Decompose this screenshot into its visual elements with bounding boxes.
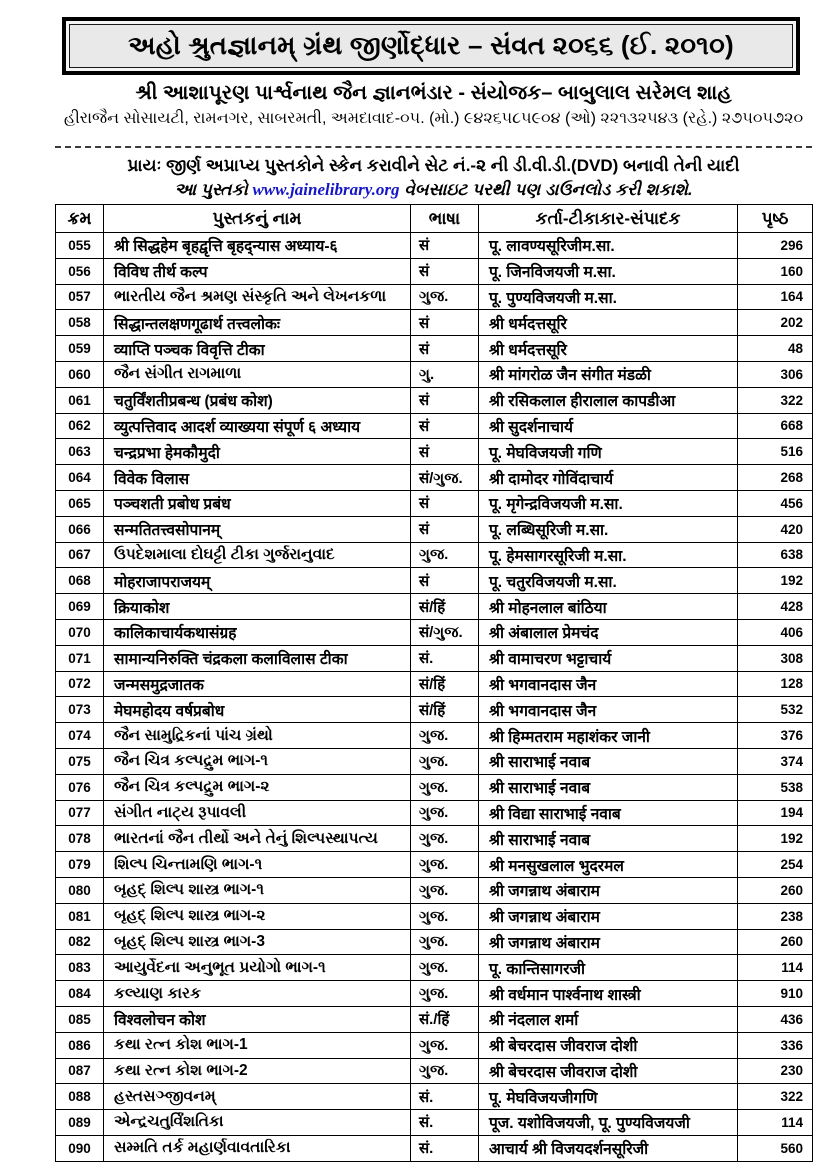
- cell-pages: 532: [738, 697, 813, 723]
- cell-language: सं./हिं: [411, 1006, 479, 1032]
- cell-book-name: જૈન સામુદ્રિકનાં પાંચ ગ્રંથો: [104, 723, 411, 749]
- cell-pages: 260: [738, 877, 813, 903]
- cell-author: पू. मेघविजयजी गणि: [479, 439, 738, 465]
- cell-serial: 076: [56, 774, 104, 800]
- cell-author: श्री अंबालाल प्रेमचंद: [479, 619, 738, 645]
- cell-book-name: पञ्चशती प्रबोध प्रबंध: [104, 490, 411, 516]
- cell-pages: 128: [738, 671, 813, 697]
- cell-pages: 268: [738, 465, 813, 491]
- table-row: [56, 439, 813, 465]
- cell-serial: 068: [56, 568, 104, 594]
- table-row: [56, 877, 813, 903]
- cell-author: श्री भगवानदास जैन: [479, 697, 738, 723]
- cell-language: ગુજ.: [411, 774, 479, 800]
- cell-serial: 082: [56, 929, 104, 955]
- note-line-2-prefix: આ પુસ્તકો: [174, 180, 248, 199]
- cell-book-name: सिद्धान्तलक्षणगूढार्थ तत्त्वलोकः: [104, 310, 411, 336]
- cell-author: श्री वामाचरण भट्टाचार्य: [479, 645, 738, 671]
- book-table-body: [56, 233, 813, 1162]
- table-row: [56, 981, 813, 1007]
- cell-book-name: व्युत्पत्तिवाद आदर्श व्याख्यया संपूर्ण ६ अध्याय: [104, 413, 411, 439]
- cell-book-name: ભારતીય જૈન શ્રમણ સંસ્કૃતિ અને લેખનકળા: [104, 284, 411, 310]
- cell-book-name: કલ્યાણ કારક: [104, 981, 411, 1007]
- table-row: [56, 671, 813, 697]
- table-row: [56, 1084, 813, 1110]
- cell-author: पू. हेमसागरसूरिजी म.सा.: [479, 542, 738, 568]
- cell-serial: 074: [56, 723, 104, 749]
- cell-serial: 084: [56, 981, 104, 1007]
- cell-language: सं/हिं: [411, 594, 479, 620]
- table-row: [56, 903, 813, 929]
- table-row: [56, 697, 813, 723]
- cell-author: श्री धर्मदत्तसूरि: [479, 336, 738, 362]
- cell-language: ગુ.: [411, 361, 479, 387]
- cell-language: सं: [411, 336, 479, 362]
- table-row: [56, 1110, 813, 1136]
- cell-author: श्री बेचरदास जीवराज दोशी: [479, 1058, 738, 1084]
- cell-pages: 114: [738, 955, 813, 981]
- table-row: [56, 1135, 813, 1161]
- cell-language: सं: [411, 258, 479, 284]
- table-row: [56, 1058, 813, 1084]
- table-row: [56, 826, 813, 852]
- cell-language: ગુજ.: [411, 1058, 479, 1084]
- cell-book-name: ભારતનાં જૈન તીર્થો અને તેનું શિલ્પસ્થાપત્ય: [104, 826, 411, 852]
- cell-pages: 538: [738, 774, 813, 800]
- cell-pages: 910: [738, 981, 813, 1007]
- cell-pages: 48: [738, 336, 813, 362]
- cell-serial: 075: [56, 748, 104, 774]
- cell-author: श्री धर्मदत्तसूरि: [479, 310, 738, 336]
- table-row: [56, 413, 813, 439]
- cell-pages: 164: [738, 284, 813, 310]
- cell-serial: 072: [56, 671, 104, 697]
- cell-author: श्री साराभाई नवाब: [479, 748, 738, 774]
- cell-pages: 456: [738, 490, 813, 516]
- cell-author: पू. लावण्यसूरिजीम.सा.: [479, 233, 738, 259]
- cell-pages: 308: [738, 645, 813, 671]
- cell-language: सं.: [411, 645, 479, 671]
- cell-serial: 056: [56, 258, 104, 284]
- cell-serial: 061: [56, 387, 104, 413]
- cell-author: पू. चतुरविजयजी म.सा.: [479, 568, 738, 594]
- cell-language: सं: [411, 233, 479, 259]
- cell-serial: 078: [56, 826, 104, 852]
- cell-serial: 079: [56, 852, 104, 878]
- cell-pages: 230: [738, 1058, 813, 1084]
- cell-language: सं: [411, 568, 479, 594]
- cell-language: ગુજ.: [411, 723, 479, 749]
- cell-book-name: બૃહદ્ શિલ્પ શાસ્ત્ર ભાગ-૨: [104, 903, 411, 929]
- cell-book-name: કથા રત્ન કોશ ભાગ-2: [104, 1058, 411, 1084]
- cell-book-name: जन्मसमुद्रजातक: [104, 671, 411, 697]
- dashed-divider: [55, 146, 812, 148]
- cell-pages: 322: [738, 1084, 813, 1110]
- cell-language: सं.: [411, 1110, 479, 1136]
- cell-author: श्री वर्धमान पार्श्वनाथ शास्त्री: [479, 981, 738, 1007]
- jainelibrary-link[interactable]: www.jainelibrary.org: [252, 180, 400, 199]
- cell-serial: 058: [56, 310, 104, 336]
- cell-book-name: कालिकाचार्यकथासंग्रह: [104, 619, 411, 645]
- cell-language: सं: [411, 490, 479, 516]
- note-line-2: [55, 180, 812, 200]
- cell-author: श्री मोहनलाल बांठिया: [479, 594, 738, 620]
- cell-author: श्री रसिकलाल हीरालाल कापडीआ: [479, 387, 738, 413]
- cell-pages: 668: [738, 413, 813, 439]
- cell-language: सं: [411, 516, 479, 542]
- table-row: [56, 310, 813, 336]
- cell-language: सं: [411, 413, 479, 439]
- cell-serial: 086: [56, 1032, 104, 1058]
- cell-language: ગુજ.: [411, 981, 479, 1007]
- cell-serial: 059: [56, 336, 104, 362]
- cell-language: ગુજ.: [411, 800, 479, 826]
- cell-book-name: विवेक विलास: [104, 465, 411, 491]
- cell-author: पूज. यशोविजयजी, पू. पुण्यविजयजी: [479, 1110, 738, 1136]
- cell-serial: 071: [56, 645, 104, 671]
- cell-book-name: मेघमहोदय वर्षप्रबोध: [104, 697, 411, 723]
- cell-pages: 254: [738, 852, 813, 878]
- cell-pages: 376: [738, 723, 813, 749]
- cell-serial: 090: [56, 1135, 104, 1161]
- column-header-book-name: પુસ્તકનું નામ: [104, 205, 411, 233]
- cell-author: श्री मांगरोळ जैन संगीत मंडळी: [479, 361, 738, 387]
- cell-book-name: ઉપદેશમાલા દોઘટ્ટી ટીકા ગુર્જરાનુવાદ: [104, 542, 411, 568]
- table-row: [56, 516, 813, 542]
- cell-book-name: બૃહદ્ શિલ્પ શાસ્ત્ર ભાગ-૧: [104, 877, 411, 903]
- table-row: [56, 723, 813, 749]
- cell-book-name: विश्वलोचन कोश: [104, 1006, 411, 1032]
- cell-author: श्री बेचरदास जीवराज दोशी: [479, 1032, 738, 1058]
- note-line-2-suffix: વેબસાઇટ પરથી પણ ડાઉનલોડ કરી શકાશે.: [404, 180, 693, 199]
- organization-line: શ્રી આશાપૂરણ પાર્શ્વનાથ જૈન જ્ઞાનભંડાર - સંયોજક– બાબુલાલ સરેમલ શાહ: [135, 82, 732, 104]
- cell-language: ગુજ.: [411, 877, 479, 903]
- cell-author: पू. मेघविजयजीगणि: [479, 1084, 738, 1110]
- table-row: [56, 233, 813, 259]
- cell-author: पू. कान्तिसागरजी: [479, 955, 738, 981]
- cell-serial: 066: [56, 516, 104, 542]
- cell-book-name: સંગીત નાટ્ય રૂપાવલી: [104, 800, 411, 826]
- cell-pages: 238: [738, 903, 813, 929]
- cell-author: श्री दामोदर गोविंदाचार्य: [479, 465, 738, 491]
- table-row: [56, 387, 813, 413]
- cell-serial: 067: [56, 542, 104, 568]
- table-row: [56, 800, 813, 826]
- table-row: [56, 852, 813, 878]
- cell-book-name: मोहराजापराजयम्: [104, 568, 411, 594]
- cell-language: सं/ગુજ.: [411, 465, 479, 491]
- cell-pages: 296: [738, 233, 813, 259]
- cell-book-name: એન્દ્રચતુર્વિંશતિકા: [104, 1110, 411, 1136]
- column-header-serial: ક્રમ: [56, 205, 104, 233]
- table-row: [56, 465, 813, 491]
- cell-book-name: જૈન સંગીત રાગમાળા: [104, 361, 411, 387]
- cell-language: ગુજ.: [411, 955, 479, 981]
- cell-language: सं/हिं: [411, 697, 479, 723]
- cell-author: आचार्य श्री विजयदर्शनसूरिजी: [479, 1135, 738, 1161]
- cell-pages: 194: [738, 800, 813, 826]
- cell-book-name: આયુર્વેદના અનુભૂત પ્રયોગો ભાગ-૧: [104, 955, 411, 981]
- cell-serial: 077: [56, 800, 104, 826]
- cell-pages: 428: [738, 594, 813, 620]
- cell-pages: 374: [738, 748, 813, 774]
- cell-serial: 055: [56, 233, 104, 259]
- table-row: [56, 542, 813, 568]
- cell-pages: 336: [738, 1032, 813, 1058]
- table-row: [56, 619, 813, 645]
- cell-language: सं/ગુજ.: [411, 619, 479, 645]
- table-header-row: [56, 205, 813, 233]
- column-header-language: ભાષા: [411, 205, 479, 233]
- cell-serial: 083: [56, 955, 104, 981]
- table-row: [56, 594, 813, 620]
- cell-pages: 516: [738, 439, 813, 465]
- cell-book-name: क्रियाकोश: [104, 594, 411, 620]
- address-contact-line: હીરાજૈન સોસાયટી, રામનગર, સાબરમતી, અમદાવાદ-૦૫. (મો.) ૯૪૨૬૫૮૫૯૦૪ (ઓ) ૨૨૧૩૨૫૪૩ (રહે.) ૨૭૫૦૫૭૨૦: [63, 110, 804, 127]
- cell-serial: 087: [56, 1058, 104, 1084]
- cell-author: पू. जिनविजयजी म.सा.: [479, 258, 738, 284]
- cell-author: पू. पुण्यविजयजी म.सा.: [479, 284, 738, 310]
- cell-serial: 063: [56, 439, 104, 465]
- table-row: [56, 645, 813, 671]
- cell-serial: 069: [56, 594, 104, 620]
- cell-serial: 065: [56, 490, 104, 516]
- table-row: [56, 490, 813, 516]
- table-row: [56, 568, 813, 594]
- cell-book-name: विविध तीर्थ कल्प: [104, 258, 411, 284]
- column-header-author: કર્તા-ટીકાકાર-સંપાદક: [479, 205, 738, 233]
- cell-author: श्री मनसुखलाल भुदरमल: [479, 852, 738, 878]
- cell-language: ગુજ.: [411, 852, 479, 878]
- cell-book-name: सन्मतितत्त्वसोपानम्: [104, 516, 411, 542]
- cell-author: श्री साराभाई नवाब: [479, 826, 738, 852]
- cell-language: ગુજ.: [411, 826, 479, 852]
- page-title: અહો શ્રુતજ્ઞાનમ્ ગ્રંથ જીર્ણોદ્ધાર – સંવત ૨૦૬૬ (ઈ. ૨૦૧૦): [128, 30, 734, 60]
- cell-serial: 073: [56, 697, 104, 723]
- cell-author: पू. मृगेन्द्रविजयजी म.सा.: [479, 490, 738, 516]
- cell-pages: 192: [738, 568, 813, 594]
- cell-pages: 306: [738, 361, 813, 387]
- cell-book-name: चतुर्विंशतीप्रबन्ध (प्रबंध कोश): [104, 387, 411, 413]
- cell-language: सं: [411, 310, 479, 336]
- cell-book-name: કથા રત્ન કોશ ભાગ-1: [104, 1032, 411, 1058]
- table-row: [56, 748, 813, 774]
- table-row: [56, 774, 813, 800]
- cell-language: सं.: [411, 1084, 479, 1110]
- cell-book-name: व्याप्ति पञ्चक विवृत्ति टीका: [104, 336, 411, 362]
- cell-book-name: જૈન ચિત્ર કલ્પદ્રુમ ભાગ-૨: [104, 774, 411, 800]
- cell-book-name: હસ્તસઞ્જીવનમ્: [104, 1084, 411, 1110]
- cell-book-name: चन्द्रप्रभा हेमकौमुदी: [104, 439, 411, 465]
- cell-pages: 160: [738, 258, 813, 284]
- cell-book-name: જૈન ચિત્ર કલ્પદ્રુમ ભાગ-૧: [104, 748, 411, 774]
- cell-author: श्री जगन्नाथ अंबाराम: [479, 903, 738, 929]
- book-table: [55, 204, 813, 1162]
- cell-serial: 089: [56, 1110, 104, 1136]
- table-row: [56, 955, 813, 981]
- cell-book-name: સમ્મતિ તર્ક મહાર્ણવાવતારિકા: [104, 1135, 411, 1161]
- cell-serial: 057: [56, 284, 104, 310]
- cell-language: सं.: [411, 1135, 479, 1161]
- cell-author: श्री हिम्मतराम महाशंकर जानी: [479, 723, 738, 749]
- cell-author: श्री सुदर्शनाचार्य: [479, 413, 738, 439]
- cell-serial: 081: [56, 903, 104, 929]
- cell-language: ગુજ.: [411, 929, 479, 955]
- cell-pages: 638: [738, 542, 813, 568]
- table-row: [56, 284, 813, 310]
- table-row: [56, 929, 813, 955]
- cell-pages: 420: [738, 516, 813, 542]
- cell-author: श्री जगन्नाथ अंबाराम: [479, 929, 738, 955]
- cell-serial: 064: [56, 465, 104, 491]
- cell-serial: 088: [56, 1084, 104, 1110]
- cell-author: श्री जगन्नाथ अंबाराम: [479, 877, 738, 903]
- cell-pages: 260: [738, 929, 813, 955]
- table-row: [56, 1032, 813, 1058]
- cell-serial: 060: [56, 361, 104, 387]
- note-line-1: પ્રાયઃ જીર્ણ અપ્રાપ્ય પુસ્તકોને સ્કેન કરાવીને સેટ નં.-૨ ની ડી.વી.ડી.(DVD) બનાવી તેની યાદી: [127, 156, 740, 175]
- cell-language: सं: [411, 387, 479, 413]
- cell-author: श्री भगवानदास जैन: [479, 671, 738, 697]
- cell-author: श्री विद्या साराभाई नवाब: [479, 800, 738, 826]
- cell-pages: 322: [738, 387, 813, 413]
- cell-book-name: શિલ્પ ચિન્તામણિ ભાગ-૧: [104, 852, 411, 878]
- cell-language: ગુજ.: [411, 903, 479, 929]
- cell-language: सं: [411, 439, 479, 465]
- cell-language: ગુજ.: [411, 542, 479, 568]
- cell-pages: 560: [738, 1135, 813, 1161]
- cell-language: ગુજ.: [411, 284, 479, 310]
- cell-serial: 070: [56, 619, 104, 645]
- table-row: [56, 361, 813, 387]
- cell-pages: 436: [738, 1006, 813, 1032]
- cell-pages: 192: [738, 826, 813, 852]
- title-banner: [62, 17, 800, 75]
- table-row: [56, 1006, 813, 1032]
- cell-serial: 085: [56, 1006, 104, 1032]
- table-row: [56, 336, 813, 362]
- cell-author: श्री साराभाई नवाब: [479, 774, 738, 800]
- cell-book-name: सामान्यनिरुक्ति चंद्रकला कलाविलास टीका: [104, 645, 411, 671]
- cell-book-name: બૃહદ્ શિલ્પ શાસ્ત્ર ભાગ-3: [104, 929, 411, 955]
- cell-author: श्री नंदलाल शर्मा: [479, 1006, 738, 1032]
- cell-serial: 062: [56, 413, 104, 439]
- cell-serial: 080: [56, 877, 104, 903]
- column-header-pages: પૃષ્ઠ: [738, 205, 813, 233]
- cell-language: सं/हिं: [411, 671, 479, 697]
- cell-language: ગુજ.: [411, 1032, 479, 1058]
- cell-language: ગુજ.: [411, 748, 479, 774]
- cell-pages: 406: [738, 619, 813, 645]
- table-row: [56, 258, 813, 284]
- cell-pages: 202: [738, 310, 813, 336]
- cell-author: पू. लब्धिसूरिजी म.सा.: [479, 516, 738, 542]
- cell-book-name: श्री सिद्धहेम बृहद्वृत्ति बृहद्न्यास अध्याय-६: [104, 233, 411, 259]
- cell-pages: 114: [738, 1110, 813, 1136]
